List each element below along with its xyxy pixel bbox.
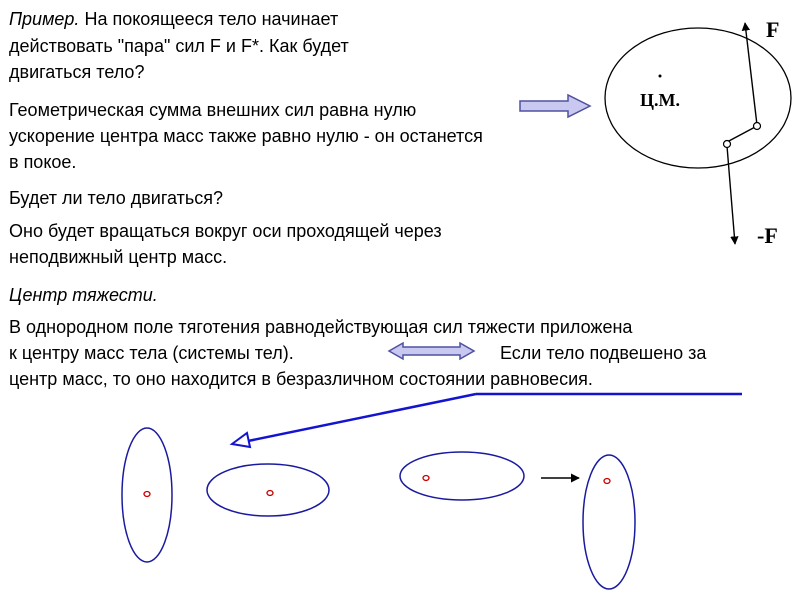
example-lead: Пример. [9, 9, 80, 29]
question-line-1-rest: На покоящееся тело начинает [79, 9, 339, 29]
body-horizontal-right [400, 452, 524, 500]
pointer-diagonal [248, 394, 476, 441]
center-mark-3 [423, 476, 429, 481]
force-label-bottom: -F [757, 223, 778, 248]
gravity-text-line-2-left: к центру масс тела (системы тел). [9, 343, 294, 363]
sum-statement-line-3: в покое. [9, 152, 77, 172]
gravity-text-line-1: В однородном поле тяготения равнодействующая сил тяжести приложена [9, 317, 633, 337]
rotation-answer-line-2: неподвижный центр масс. [9, 247, 228, 267]
will-move-question: Будет ли тело двигаться? [9, 188, 223, 208]
center-mass-dot [659, 75, 662, 78]
gravity-text-line-2-right: Если тело подвешено за [500, 343, 707, 363]
body-vertical-right [583, 455, 635, 589]
rotation-answer-line-1: Оно будет вращаться вокруг оси проходящей через [9, 221, 442, 241]
double-arrow [389, 343, 474, 359]
body-vertical-left [122, 428, 172, 562]
body-ellipse [605, 28, 791, 168]
sum-statement-line-2: ускорение центра масс также равно нулю - он останется [9, 126, 483, 146]
gravity-heading: Центр тяжести. [9, 285, 158, 305]
question-line-2: действовать "пара" сил F и F*. Как будет [9, 36, 349, 56]
application-point-upper [754, 123, 761, 130]
force-f-arrow [745, 23, 757, 125]
question-line-3: двигаться тело? [9, 62, 145, 82]
gravity-text-line-3: центр масс, то оно находится в безразличном состоянии равновесия. [9, 369, 593, 389]
pointer-arrowhead [232, 433, 250, 447]
center-mark-2 [267, 491, 273, 496]
force-minus-f-arrow [727, 146, 735, 244]
application-point-lower [724, 141, 731, 148]
center-mark-4 [604, 479, 610, 484]
lever-arm [727, 126, 757, 142]
center-of-mass-label: Ц.М. [640, 90, 680, 110]
force-label-top: F [766, 17, 780, 42]
sum-to-conclusion-arrow [520, 95, 590, 117]
body-horizontal [207, 464, 329, 516]
sum-statement-line-1: Геометрическая сумма внешних сил равна нулю [9, 100, 417, 120]
center-mark-1 [144, 492, 150, 497]
